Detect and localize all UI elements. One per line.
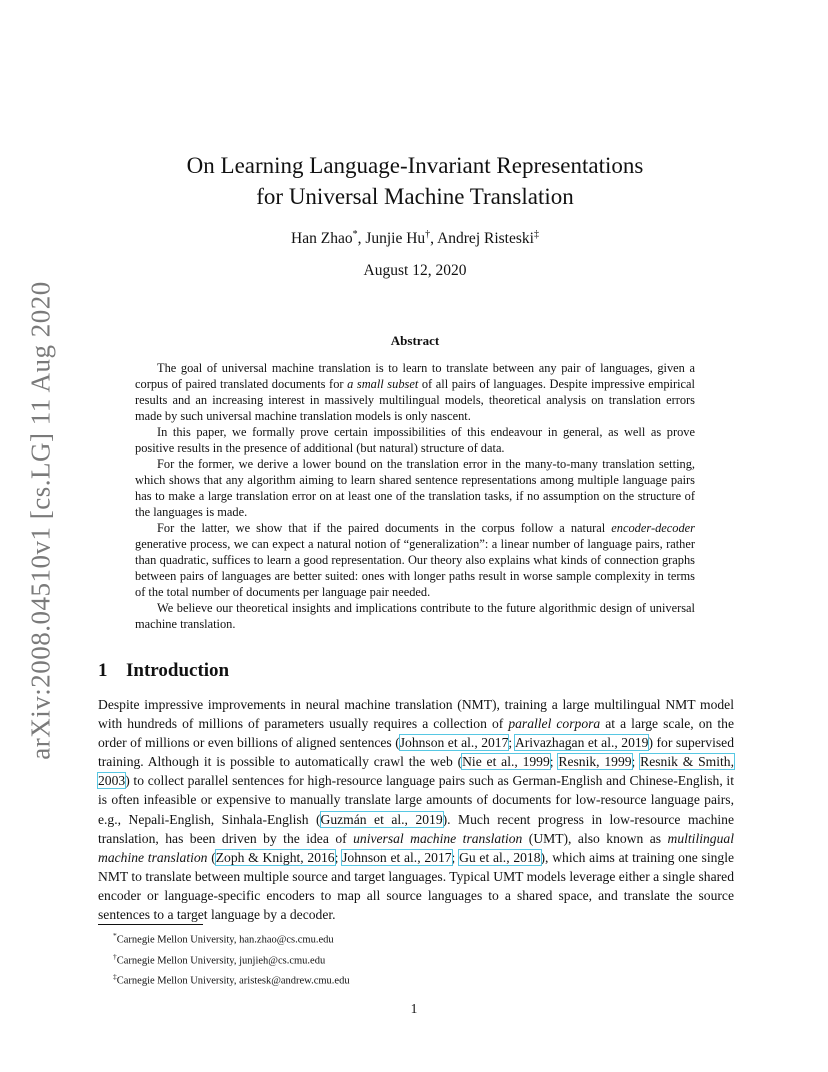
body-emphasis: multilingual machine translation (98, 830, 734, 865)
footnote (113, 928, 350, 949)
citation-separator: ; (451, 849, 460, 865)
body-text: ) for supervised training. Although it is possible to automatically crawl the web ( (98, 735, 734, 770)
paper-date: August 12, 2020 (363, 262, 467, 279)
citation-link[interactable]: Gu et al., 2018 (459, 849, 541, 865)
citation-separator: ; (334, 849, 343, 865)
body-text: ). Much recent progress in low-resource machine translation, has been driven by the idea of (98, 811, 734, 846)
citation-link[interactable]: Zoph & Knight, 2016 (215, 849, 335, 865)
author-name: Andrej Risteski (437, 230, 534, 248)
author-footnote-mark[interactable]: ‡ (533, 229, 539, 240)
citation-link[interactable]: Resnik & Smith, 2003 (98, 754, 734, 789)
body-text: at a large scale, on the order of millions or even billions of aligned sentences ( (98, 716, 734, 751)
abstract-text: For the latter, we show that if the paired documents in the corpus follow a natural (157, 521, 612, 535)
abstract-paragraph: We believe our theoretical insights and implications contribute to the future algorithmic design of universal machine translation. (135, 601, 695, 631)
citation-link[interactable]: Resnik, 1999 (558, 754, 632, 770)
citation-link[interactable]: Guzmán et al., 2019 (320, 811, 443, 827)
author-name: Han Zhao (291, 230, 353, 248)
footnote-divider (98, 924, 203, 925)
body-text: (UMT), also known as (522, 830, 668, 846)
footnote-mark: † (113, 951, 117, 961)
footnote-text: Carnegie Mellon University, junjieh@cs.cmu.edu (116, 955, 326, 966)
author-footnote-mark[interactable]: † (425, 229, 431, 240)
footnote-text: Carnegie Mellon University, aristesk@andrew.cmu.edu (116, 975, 350, 987)
abstract-emphasis: a small subset (347, 377, 419, 391)
abstract-paragraph (135, 360, 695, 424)
footnote-mark: ‡ (113, 972, 117, 981)
body-text: ) to collect parallel sentences for high-resource language pairs such as German-English and Chinese-English, it is often infeasible or expensive to manually translate large amounts of documents for low-resource language pairs, e.g., Nepali-English, Sinhala-English ( (98, 773, 734, 827)
body-text: Despite impressive improvements in neural machine translation (NMT), training a large multilingual NMT model with hundreds of millions of parameters usually requires a collection of (98, 697, 734, 732)
citation-separator: ; (549, 754, 559, 770)
abstract-emphasis: encoder-decoder (611, 521, 695, 535)
paper-title (130, 150, 700, 212)
body-text: ), which aims at training one single NMT to translate between multiple source and target languages. Typical UMT models leverage either a single shared encoder or language-specific encoders to map all source languages to a shared space, and translate the source sentences to a target language by a decoder. (98, 849, 734, 923)
title-line-1: On Learning Language-Invariant Representations (186, 153, 644, 178)
citation-link[interactable]: Arivazhagan et al., 2019 (514, 735, 649, 751)
abstract-paragraph (135, 520, 695, 600)
citation-separator: ; (508, 735, 515, 751)
footnote (113, 969, 350, 990)
abstract-body (135, 360, 695, 632)
abstract-text: generative process, we can expect a natural notion of “generalization”: a linear number of language pairs, rather than quadratic, suffices to learn a good representation. Our theory also explains what kinds of connection graphs between pairs of languages are better suited: ones with longer paths result in worse sample complexity in terms of the total number of documents per language pair needed. (135, 537, 695, 599)
section-heading-introduction (98, 660, 229, 682)
arxiv-sidebar (16, 280, 66, 760)
citation-link[interactable]: Johnson et al., 2017 (342, 849, 452, 865)
footnote-mark: * (113, 931, 117, 940)
body-emphasis: parallel corpora (508, 716, 601, 732)
section-title: Introduction (126, 660, 230, 681)
page-number: 1 (410, 1001, 418, 1016)
abstract-heading: Abstract (390, 333, 440, 348)
citation-link[interactable]: Nie et al., 1999 (462, 754, 550, 770)
section-number: 1 (98, 660, 108, 681)
abstract-paragraph: For the former, we derive a lower bound on the translation error in the many-to-many translation setting, which shows that any algorithm aiming to learn shared sentence representations among multiple language pairs has to make a large translation error on at least one of the translation tasks, if no assumption on the structure of the languages is made. (135, 457, 695, 519)
title-line-2: for Universal Machine Translation (256, 184, 574, 209)
body-emphasis: universal machine translation (353, 830, 523, 846)
author-list: Han Zhao*, Junjie Hu†, Andrej Risteski‡ (291, 229, 539, 248)
abstract-text: of all pairs of languages. Despite impressive empirical results and an increasing interest in massively multilingual models, theoretical analysis on translation errors made by such universal machine translation models is only nascent. (135, 377, 695, 423)
abstract-paragraph: In this paper, we formally prove certain impossibilities of this endeavour in general, as well as prove positive results in the presence of additional (but natural) structure of data. (135, 425, 695, 455)
footnotes (113, 928, 350, 990)
citation-separator: ; (631, 754, 641, 770)
author-name: Junjie Hu (365, 230, 426, 248)
citation-link[interactable]: Johnson et al., 2017 (399, 735, 509, 751)
author-footnote-mark[interactable]: * (352, 229, 358, 240)
arxiv-identifier[interactable]: arXiv:2008.04510v1 [cs.LG] 11 Aug 2020 (25, 280, 56, 760)
footnote (113, 949, 350, 970)
introduction-paragraph (98, 695, 734, 924)
abstract-text: The goal of universal machine translation is to learn to translate between any pair of languages, given a corpus of paired translated documents for (135, 361, 695, 391)
footnote-text: Carnegie Mellon University, han.zhao@cs.cmu.edu (116, 934, 334, 946)
body-text: ( (207, 849, 216, 865)
